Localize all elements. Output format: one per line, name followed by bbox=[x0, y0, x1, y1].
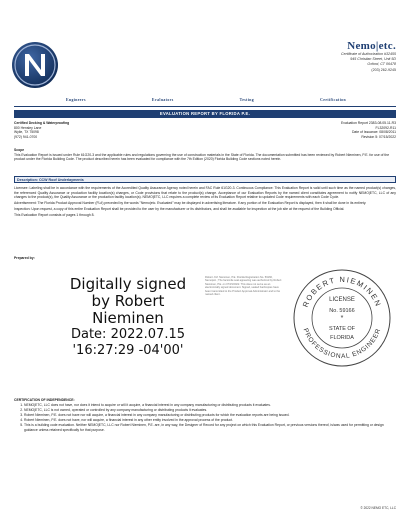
company-line-3: Oxford, CT 06478 bbox=[367, 62, 396, 67]
signature-date: Date: 2022.07.15 bbox=[70, 327, 186, 342]
client-phone: (972) 941-0700 bbox=[14, 134, 38, 139]
company-name: Nemo|etc. bbox=[347, 40, 396, 52]
signature-line-3: Nieminen bbox=[92, 309, 164, 327]
nemo-logo-icon bbox=[10, 40, 60, 90]
disclosure-item-5: 5. This is a building code evaluation. Neither NEMO|ETC, LLC nor Robert Nieminen, P.E. are, in any way, the Designer of Record for any project on which this Evaluation Report, or previous versions thereof, is/was used for permitting or design guidance unless retained specifically for that purpose. bbox=[24, 423, 396, 432]
client-address bbox=[14, 121, 214, 139]
disclosure-item-3: 3. Robert Nieminen, P.E. does not have nor will acquire, a financial interest in any company manufacturing or distributing products for which the evaluation reports are being issued. bbox=[24, 413, 396, 418]
report-number: Evaluation Report 2383-08.05.11-R3 bbox=[341, 121, 396, 125]
issue-date: Date of Issuance: 08/08/2011 bbox=[351, 130, 396, 135]
prepared-by-label: Prepared by: bbox=[14, 256, 35, 260]
company-info bbox=[341, 40, 396, 73]
seal-florida: FLORIDA bbox=[330, 335, 354, 341]
description-bar: Description: CCW Roof Underlayments bbox=[14, 176, 396, 183]
professional-engineer-seal bbox=[292, 268, 392, 368]
revision: Revision 5: 07/15/2022 bbox=[361, 134, 396, 139]
seal-state: STATE OF bbox=[328, 326, 356, 332]
header-divider bbox=[14, 106, 396, 107]
client-street: 800 Hensley Lane bbox=[14, 125, 42, 130]
digital-signature bbox=[58, 276, 198, 359]
disclosure-item-4: 4. Robert Nieminen, P.E. does not have, nor will acquire, a financial interest in any other entity involved in the approval process of the product. bbox=[24, 418, 396, 423]
disclosure-heading: CERTIFICATION OF INDEPENDENCE: bbox=[14, 398, 75, 402]
nav-certification: Certification bbox=[320, 98, 346, 102]
nav-testing: Testing bbox=[239, 98, 255, 102]
company-line-1: Certificate of Authorization #32455 bbox=[340, 52, 396, 56]
seal-number: No. 59166 bbox=[329, 308, 355, 314]
seal-bottom-text: PROFESSIONAL ENGINEER bbox=[301, 327, 383, 361]
body-paragraph-4: This Evaluation Report consists of pages 1 through 8. bbox=[14, 212, 95, 217]
client-name: Certified Decking & Waterproofing bbox=[14, 121, 70, 125]
signature-line-2: by Robert bbox=[91, 292, 165, 310]
seal-note bbox=[205, 276, 285, 296]
seal-top-text: ROBERT NIEMINEN bbox=[300, 274, 384, 309]
svg-text:PROFESSIONAL ENGINEER bbox=[302, 327, 383, 360]
signature-line-1: Digitally signed bbox=[69, 275, 187, 293]
service-nav bbox=[14, 98, 396, 104]
copyright-footer: © 2022 NEMO ETC, LLC bbox=[360, 506, 396, 510]
company-line-2: 945 Christian Street, Unit 5D bbox=[350, 57, 396, 62]
seal-star: * bbox=[340, 315, 344, 322]
scope-heading: Scope bbox=[14, 148, 25, 152]
disclosure-item-2: 2. NEMO|ETC, LLC is not owned, operated or controlled by any company manufacturing or distributing products it evaluates. bbox=[24, 408, 396, 413]
nav-evaluators: Evaluators bbox=[151, 98, 174, 102]
nav-engineers: Engineers bbox=[66, 98, 86, 102]
report-body bbox=[14, 186, 396, 218]
disclosure-item-1: 1. NEMO|ETC, LLC does not have, nor does it intend to acquire or will it acquire, a financial interest in any company manufacturing or distributing products it evaluates. bbox=[24, 403, 396, 408]
fl-number: FL32092-R11 bbox=[375, 125, 396, 130]
report-info bbox=[216, 121, 396, 139]
body-paragraph-1: Licensee: Labeling shall be in accordance with the requirements of the Accredited Quality Assurance Agency noted herein and FAC Rule 61G20-3. Continuous Compliance: This Evaluation Report is valid until such time as the named product(s) changes, the referenced Quality Assurance or production facility location(s) changes, or Code provisions that relate to the product(s) change. Acceptance of our Evaluation Reports by the named client constitutes agreement to notify NEMO|ETC, LLC of any changes to the product(s), the Quality Assurance or the production facility location(s). NEMO|ETC, LLC requires a complete review of its Evaluation Report relative to updated Code requirements with each Code Cycle. bbox=[14, 186, 396, 200]
client-city: Wylie, TX 75098 bbox=[14, 130, 39, 135]
company-line-4: (203) 262-9245 bbox=[371, 67, 396, 72]
body-paragraph-3: Inspection: Upon request, a copy of this entire Evaluation Report shall be provided to the user by the manufacturer or its distributors, and shall be available for inspection at the job site at the request of the Building Official. bbox=[14, 206, 345, 211]
seal-license: LICENSE bbox=[329, 297, 355, 303]
seal-note-text: Robert J.M. Nieminen, P.E. Florida Registration No. 59166, Nemo|etc.; The facsimile seal appearing was authorized by Robert Nieminen, P.E. on 07/15/2022. This does not serve as an electronically signed document. Signed, sealed hardcopies have been transmitted to the Product Approval Administrator and to the named client. bbox=[205, 276, 282, 297]
report-banner: EVALUATION REPORT BY FLORIDA P.E. bbox=[14, 110, 396, 118]
scope-text: This Evaluation Report is issued under Rule 61G20-3 and the applicable rules and regulations governing the use of construction materials in the State of Florida. The documentation submitted has been reviewed by Robert Nieminen, P.E. for use of the product under the Florida Building Code. The product described herein has been evaluated for compliance with the 7th Edition (2020) Florida Building Code sections noted herein. bbox=[14, 152, 390, 162]
scope-section bbox=[14, 148, 396, 162]
signature-time: '16:27:29 -04'00' bbox=[72, 343, 184, 358]
body-paragraph-2: Advertisement: The Florida Product Approval Number (FL#) preceded by the words "Nemo|etc. Evaluated" may be displayed in advertising literature. If any portion of the Evaluation Report is displayed, then it shall be done in its entirety. bbox=[14, 200, 367, 205]
certification-of-independence bbox=[14, 398, 396, 433]
